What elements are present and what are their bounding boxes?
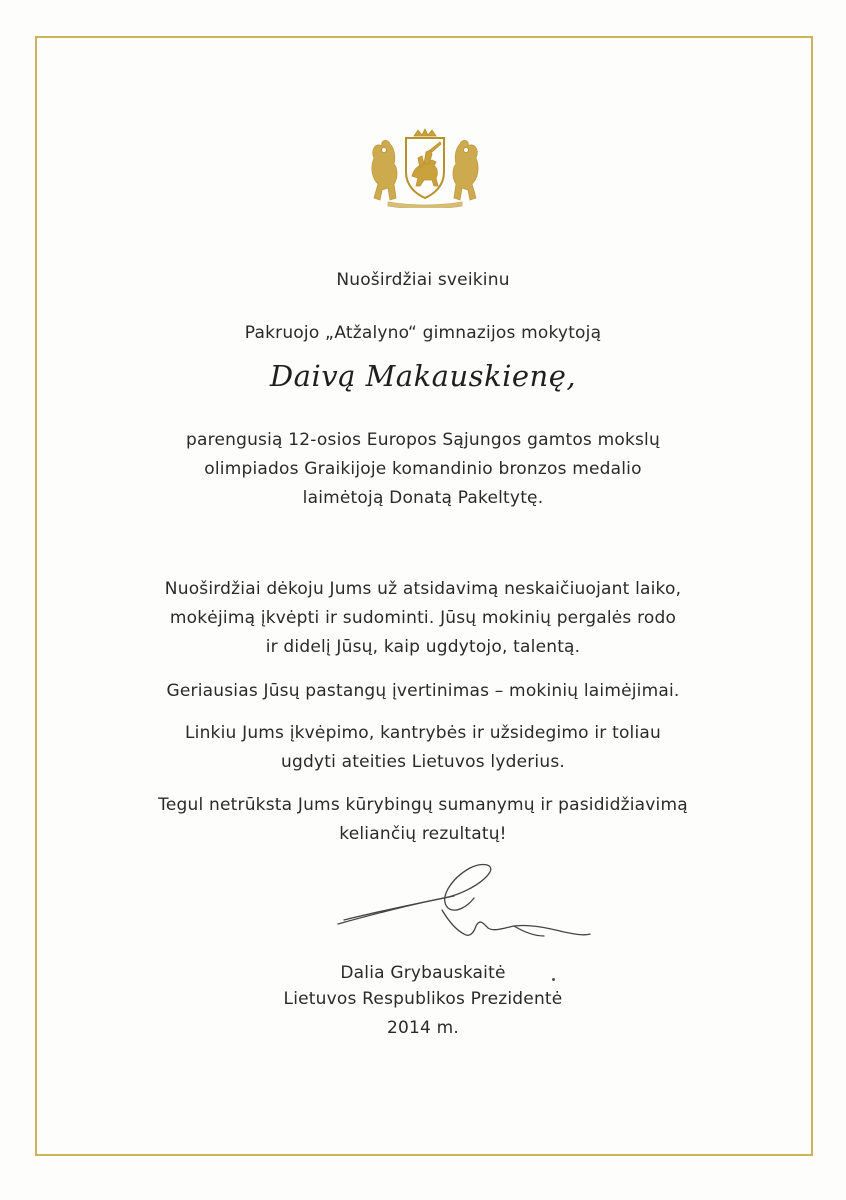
signatory-name: Dalia Grybauskaitė	[340, 963, 506, 983]
closing-paragraph-line: keliančių rezultatų!	[339, 824, 507, 844]
thanks-paragraph-line: ir didelį Jūsų, kaip ugdytojo, talentą.	[265, 637, 581, 657]
wishes-paragraph-line: Linkiu Jums įkvėpimo, kantrybės ir užsidegimo ir toliau	[184, 723, 661, 743]
achievement-line: parengusią 12-osios Europos Sąjungos gamtos mokslų	[186, 430, 660, 450]
thanks-paragraph-line: Nuoširdžiai dėkoju Jums už atsidavimą neskaičiuojant laiko,	[164, 579, 682, 599]
achievement-line: laimėtoją Donatą Pakeltytę.	[302, 488, 544, 508]
lithuanian-coat-of-arms-icon	[366, 128, 484, 208]
appreciation-line: Geriausias Jūsų pastangų įvertinimas – mokinių laimėjimai.	[166, 681, 680, 701]
thanks-paragraph-line: mokėjimą įkvėpti ir sudominti. Jūsų mokinių pergalės rodo	[169, 608, 677, 628]
closing-paragraph-line: Tegul netrūksta Jums kūrybingų sumanymų ir pasididžiavimą	[158, 795, 688, 815]
ink-dot	[552, 978, 555, 981]
recipient-role: Pakruojo „Atžalyno“ gimnazijos mokytoją	[244, 323, 602, 343]
recipient-name: Daivą Makauskienę,	[269, 359, 577, 393]
greeting: Nuoširdžiai sveikinu	[336, 270, 510, 290]
signature-year: 2014 m.	[386, 1018, 460, 1038]
achievement-line: olimpiados Graikijoje komandinio bronzos medalio	[204, 459, 642, 479]
wishes-paragraph-line: ugdyti ateities Lietuvos lyderius.	[281, 752, 565, 772]
signatory-title: Lietuvos Respublikos Prezidentė	[283, 989, 563, 1009]
handwritten-signature-icon	[334, 858, 594, 948]
